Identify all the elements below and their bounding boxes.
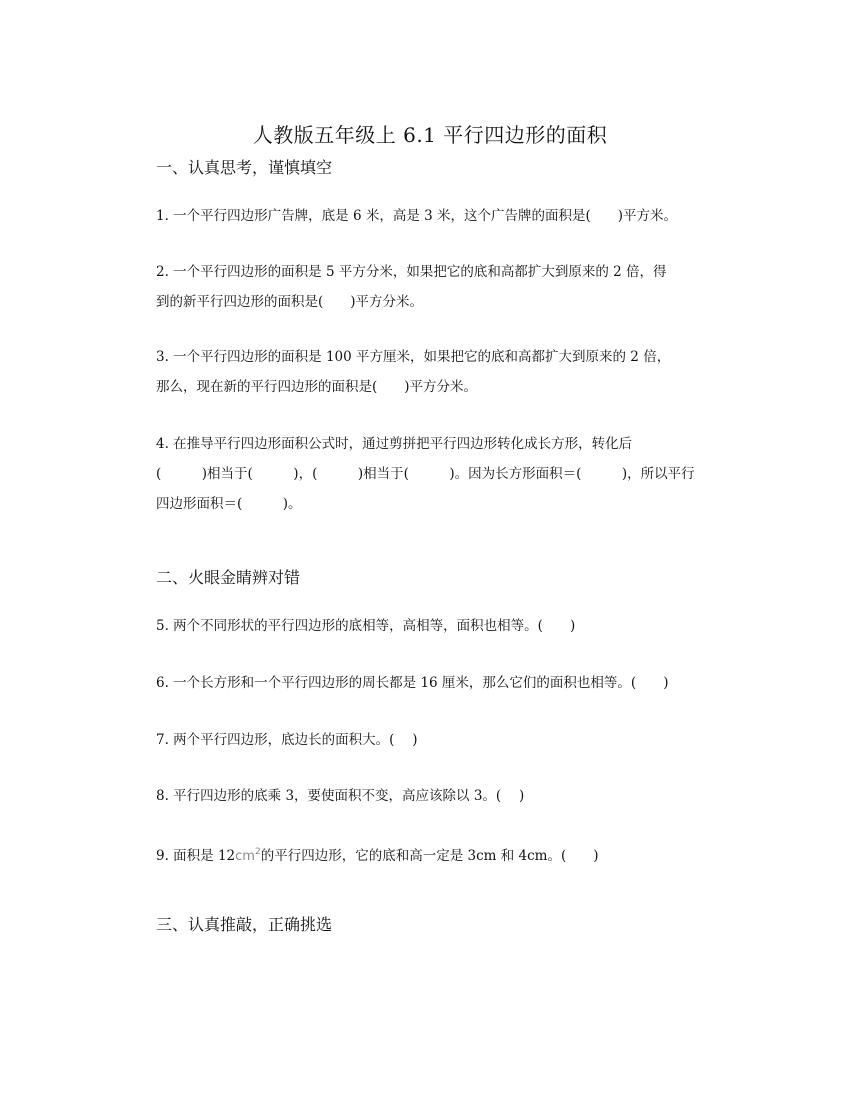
page-title: 人教版五年级上 6.1 平行四边形的面积 [252,123,608,147]
question-8-line-1: 8. 平行四边形的底乘 3，要使面积不变，高应该除以 3。( ) [156,788,525,804]
question-4-line-2: ( )相当于( )，( )相当于( )。因为长方形面积＝( )，所以平行 [156,466,695,482]
question-9 [156,837,716,872]
section-heading-multiple-choice: 三、认真推敲，正确挑选 [156,915,333,934]
question-7 [156,725,716,755]
question-3-line-1: 3. 一个平行四边形的面积是 100 平方厘米，如果把它的底和高都扩大到原来的 2 倍， [156,349,671,365]
question-1 [156,201,716,231]
section-heading-fill-blank: 一、认真思考，谨慎填空 [156,158,333,177]
question-2-line-2: 到的新平行四边形的面积是( )平方分米。 [156,294,424,310]
question-1-line-1: 1. 一个平行四边形广告牌，底是 6 米，高是 3 米，这个广告牌的面积是( )平方米。 [156,208,678,224]
question-3-line-2: 那么，现在新的平行四边形的面积是( )平方分米。 [156,379,478,395]
question-4 [156,429,716,519]
question-6-line-1: 6. 一个长方形和一个平行四边形的周长都是 16 厘米，那么它们的面积也相等。( ) [156,675,669,691]
question-9-line-1 [156,837,716,872]
question-2-line-1: 2. 一个平行四边形的面积是 5 平方分米，如果把它的底和高都扩大到原来的 2 倍，得 [156,264,667,280]
question-9-text-after: 的平行四边形，它的底和高一定是 3cm 和 4cm。( ) [260,848,599,864]
question-7-line-1: 7. 两个平行四边形，底边长的面积大。( ) [156,732,418,748]
question-4-line-1: 4. 在推导平行四边形面积公式时，通过剪拼把平行四边形转化成长方形，转化后 [156,436,633,452]
section-heading-true-false: 二、火眼金睛辨对错 [156,568,301,587]
square-cm-unit [235,849,261,864]
question-6 [156,668,716,698]
unit-exponent: 2 [254,847,261,857]
question-5-line-1: 5. 两个不同形状的平行四边形的底相等，高相等，面积也相等。( ) [156,618,576,634]
question-3 [156,342,716,402]
question-5 [156,611,716,641]
question-4-line-3: 四边形面积＝( )。 [156,496,302,512]
question-8 [156,781,716,811]
unit-text: cm [235,849,255,864]
question-9-text-before: 9. 面积是 12 [156,848,236,864]
question-2 [156,257,716,317]
